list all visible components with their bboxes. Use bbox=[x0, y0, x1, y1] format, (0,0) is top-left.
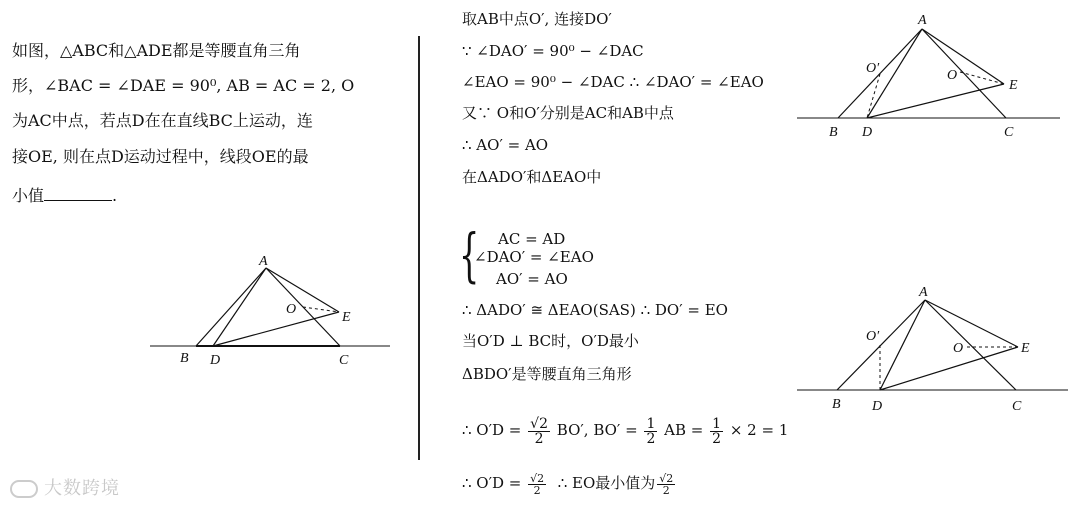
question-line-1: 如图，△ABC和△ADE都是等腰直角三角 bbox=[12, 41, 301, 60]
fig3-label-o: O bbox=[953, 341, 964, 356]
calc-frac3-num: 1 bbox=[712, 415, 722, 432]
system-eq-2: ∠DAO′ = ∠EAO bbox=[474, 248, 594, 266]
congruence-line: ∴ ΔADO′ ≅ ΔEAO(SAS) ∴ DO′ = EO bbox=[462, 301, 728, 319]
question-line-3: 为AC中点，若点D在在直线BC上运动，连 bbox=[12, 111, 313, 130]
final-ans-num: √2 bbox=[659, 471, 674, 485]
fig2-label-a: A bbox=[918, 13, 927, 28]
calc-frac1-num: √2 bbox=[530, 415, 548, 432]
calc-mid-1: BO′, BO′ = bbox=[556, 421, 638, 439]
watermark-text: 大数跨境 bbox=[44, 478, 120, 499]
question-line-2: 形，∠BAC = ∠DAE = 90⁰, AB = AC = 2, O bbox=[12, 76, 355, 95]
solution-line-1: 取AB中点O′, 连接DO′ bbox=[462, 10, 612, 28]
fig2-label-o: O bbox=[947, 68, 958, 83]
fig3-label-b: B bbox=[832, 397, 841, 412]
fig3-label-o-prime: O′ bbox=[866, 329, 880, 344]
calc-mid-2: AB = bbox=[664, 421, 704, 439]
fig1-label-b: B bbox=[180, 351, 189, 366]
fig1-label-c: C bbox=[339, 353, 349, 368]
fig1-label-d: D bbox=[210, 353, 221, 368]
fig1-label-a: A bbox=[259, 254, 268, 269]
system-eq-1: AC = AD bbox=[498, 230, 566, 248]
fig3-label-a: A bbox=[919, 285, 928, 300]
solution-line-2: ∵ ∠DAO′ = 90⁰ − ∠DAC bbox=[462, 42, 644, 60]
watermark-logo-icon bbox=[10, 480, 38, 498]
perpendicular-line: 当O′D ⊥ BC时，O′D最小 bbox=[462, 332, 639, 350]
system-eq-3: AO′ = AO bbox=[496, 270, 568, 288]
solution-line-6: 在ΔADO′和ΔEAO中 bbox=[462, 168, 602, 186]
system-brace: { bbox=[459, 221, 480, 289]
fig2-label-d: D bbox=[862, 125, 873, 140]
fig2-label-c: C bbox=[1004, 125, 1014, 140]
final-prefix: ∴ O′D = bbox=[462, 474, 522, 492]
calc-tail: × 2 = 1 bbox=[729, 421, 789, 439]
fig3-label-c: C bbox=[1012, 399, 1022, 414]
solution-line-4: 又∵ O和O′分别是AC和AB中点 bbox=[462, 104, 674, 122]
fig3-label-d: D bbox=[872, 399, 883, 414]
solution-line-3: ∠EAO = 90⁰ − ∠DAC ∴ ∠DAO′ = ∠EAO bbox=[462, 73, 764, 91]
fig3-label-e: E bbox=[1021, 341, 1030, 356]
calc-frac2-den: 2 bbox=[646, 430, 656, 447]
fig2-label-o-prime: O′ bbox=[866, 61, 880, 76]
final-middle: ∴ EO最小值为 bbox=[557, 474, 656, 492]
fig2-label-b: B bbox=[829, 125, 838, 140]
calc-frac2-num: 1 bbox=[646, 415, 656, 432]
fig2-label-e: E bbox=[1009, 78, 1018, 93]
final-frac-num: √2 bbox=[530, 471, 545, 485]
fig1-label-e: E bbox=[342, 310, 351, 325]
fig1-label-o: O bbox=[286, 302, 297, 317]
calc-frac3-den: 2 bbox=[712, 430, 722, 447]
final-ans-den: 2 bbox=[662, 483, 670, 497]
question-tail: . bbox=[112, 186, 118, 205]
question-line-5-text: 小值 bbox=[12, 186, 45, 205]
solution-line-5: ∴ AO′ = AO bbox=[462, 136, 549, 154]
calc-prefix: ∴ O′D = bbox=[462, 421, 522, 439]
watermark bbox=[10, 474, 120, 500]
calc-frac1-den: 2 bbox=[534, 430, 544, 447]
isosceles-line: ΔBDO′是等腰直角三角形 bbox=[462, 365, 632, 383]
final-frac-den: 2 bbox=[533, 483, 541, 497]
question-line-4: 接OE, 则在点D运动过程中，线段OE的最 bbox=[12, 147, 309, 166]
